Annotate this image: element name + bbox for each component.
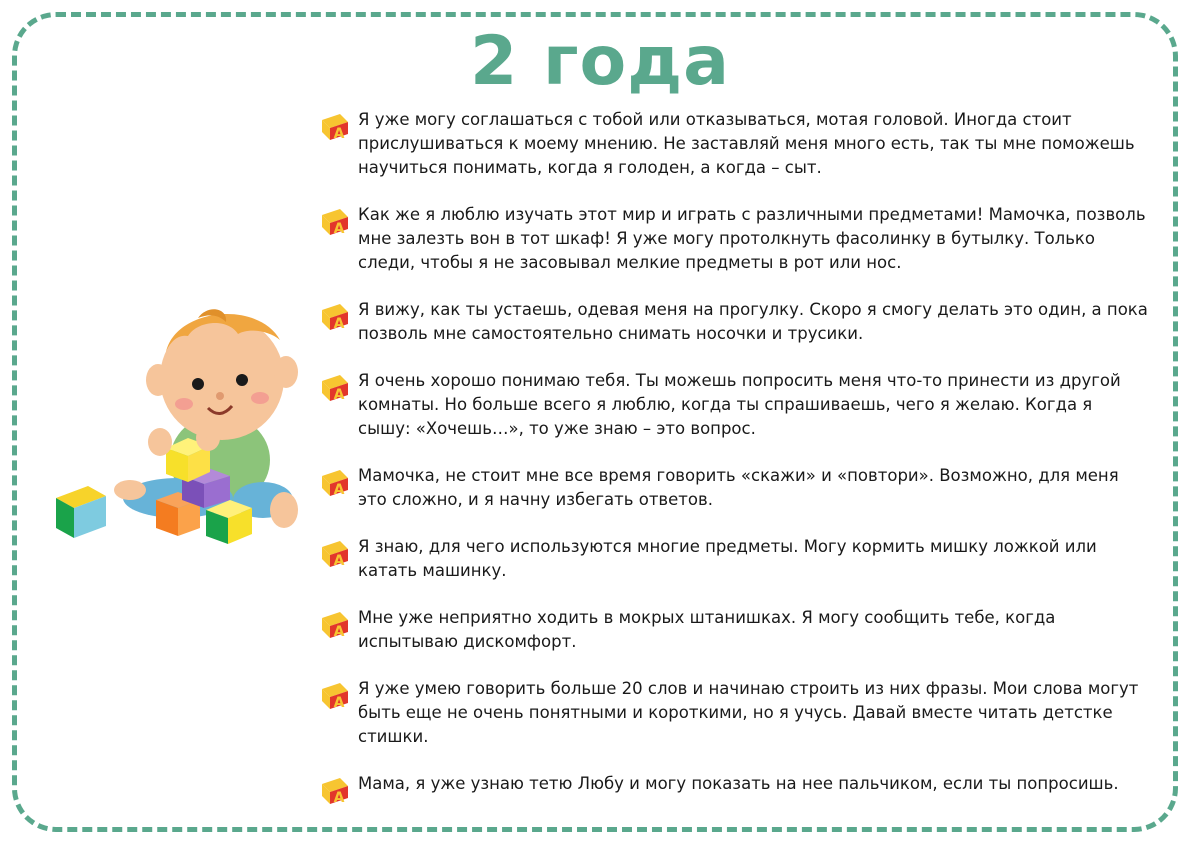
list-item: А Я уже могу соглашаться с тобой или отказываться, мотая головой. Иногда стоит прислушиваться к моему мнению. Не заставляй меня много есть, так ты мне поможешь научиться понимать, когда я голоден, а когда – сыт. xyxy=(318,108,1148,180)
list-item: А Я очень хорошо понимаю тебя. Ты можешь попросить меня что-то принести из другой комнаты. Но больше всего я люблю, когда ты спрашиваешь, чего я желаю. Когда я сышу: «Хочешь…», то уже знаю – это вопрос. xyxy=(318,369,1148,441)
block-icon xyxy=(56,486,106,538)
list-item: А Я знаю, для чего используются многие предметы. Могу кормить мишку ложкой или катать машинку. xyxy=(318,535,1148,583)
svg-text:А: А xyxy=(333,482,345,498)
svg-text:А: А xyxy=(333,790,345,806)
list-item: А Мне уже неприятно ходить в мокрых штанишках. Я могу сообщить тебе, когда испытываю дискомфорт. xyxy=(318,606,1148,654)
baby-with-blocks-illustration xyxy=(48,300,308,550)
letter-a-block-icon xyxy=(320,610,350,640)
letter-a-block-icon xyxy=(320,539,350,569)
letter-a-block-icon xyxy=(320,373,350,403)
letter-a-block-icon xyxy=(320,302,350,332)
page-title: 2 года xyxy=(469,22,731,101)
svg-text:А: А xyxy=(333,695,345,711)
list-item: А Как же я люблю изучать этот мир и играть с различными предметами! Мамочка, позволь мне залезть вон в тот шкаф! Я уже могу протолкнуть фасолинку в бутылку. Только следи, чтобы я не засовывал мелкие предметы в рот или нос. xyxy=(318,203,1148,275)
letter-a-block-icon xyxy=(320,681,350,711)
svg-text:А: А xyxy=(333,553,345,569)
letter-a-block-icon xyxy=(320,112,350,142)
svg-text:А: А xyxy=(333,387,345,403)
svg-text:А: А xyxy=(333,624,345,640)
list-item: А Я уже умею говорить больше 20 слов и начинаю строить из них фразы. Мои слова могут быть еще не очень понятными и короткими, но я учусь. Давай вместе читать детстке стишки. xyxy=(318,677,1148,749)
list-item: А Я вижу, как ты устаешь, одевая меня на прогулку. Скоро я смогу делать это один, а пока позволь мне самостоятельно снимать носочки и трусики. xyxy=(318,298,1148,346)
letter-a-block-icon xyxy=(320,776,350,806)
list-item: А Мамочка, не стоит мне все время говорить «скажи» и «повтори». Возможно, для меня это сложно, и я начну избегать ответов. xyxy=(318,464,1148,512)
milestone-list xyxy=(318,108,1148,819)
svg-text:А: А xyxy=(333,126,345,142)
list-item: А Мама, я уже узнаю тетю Любу и могу показать на нее пальчиком, если ты попросишь. xyxy=(318,772,1148,796)
letter-a-block-icon xyxy=(320,468,350,498)
svg-text:А: А xyxy=(333,221,345,237)
svg-text:А: А xyxy=(333,316,345,332)
letter-a-block-icon xyxy=(320,207,350,237)
